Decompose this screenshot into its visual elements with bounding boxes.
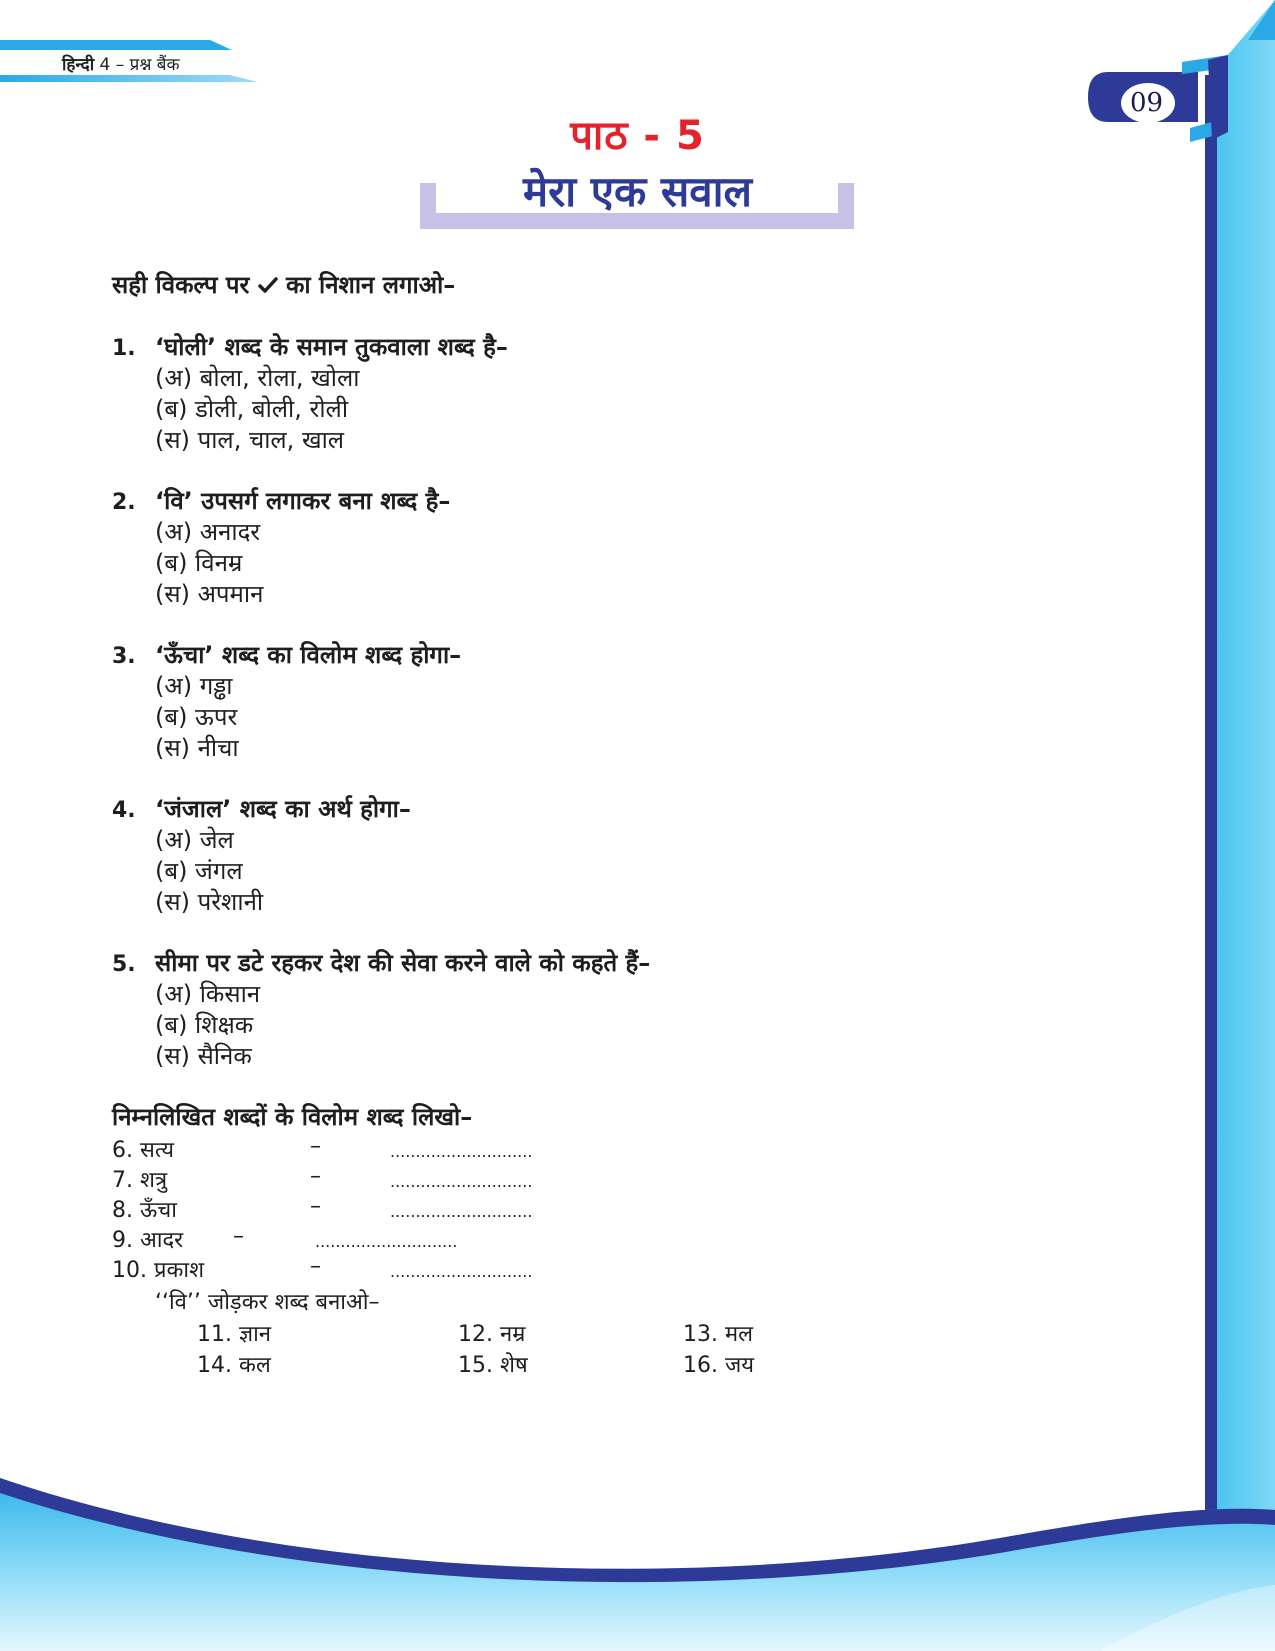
instruction-text-end: का निशान लगाओ– <box>285 271 456 299</box>
right-side-band <box>1205 0 1275 1651</box>
book-title: हिन्दी <box>62 55 95 75</box>
antonym-item-9-label: 9. आदर <box>112 1228 184 1253</box>
question-2-option-c[interactable]: (स) अपमान <box>155 580 264 608</box>
question-1-option-a[interactable]: (अ) बोला, रोला, खोला <box>155 364 360 392</box>
antonym-item-8-dash: – <box>310 1194 321 1219</box>
section-2-instruction: निम्नलिखित शब्दों के विलोम शब्द लिखो– <box>112 1103 473 1131</box>
question-1-text: ‘घोली’ शब्द के समान तुकवाला शब्द है– <box>155 333 508 361</box>
section-3-instruction: ‘‘वि’’ जोड़कर शब्द बनाओ– <box>155 1290 380 1315</box>
instruction-text-start: सही विकल्प पर <box>112 271 250 299</box>
book-part: 4 – प्रश्न बैंक <box>99 55 180 75</box>
question-3-option-b[interactable]: (ब) ऊपर <box>155 703 238 731</box>
word-item-15: 15. शेष <box>458 1353 528 1378</box>
antonym-item-9-dash: – <box>233 1224 244 1249</box>
antonym-item-7-blank[interactable]: ............................ <box>390 1172 533 1191</box>
antonym-item-6-label: 6. सत्य <box>112 1138 174 1163</box>
section-1-instruction <box>112 268 455 301</box>
lesson-title: पाठ - 5 <box>570 113 705 159</box>
question-4-option-c[interactable]: (स) परेशानी <box>155 888 264 916</box>
question-1-number: 1. <box>112 336 136 361</box>
antonym-item-10-blank[interactable]: ............................ <box>390 1262 533 1281</box>
word-item-12: 12. नम्र <box>458 1322 526 1347</box>
book-header <box>62 52 180 75</box>
question-3-option-a[interactable]: (अ) गड्ढा <box>155 672 233 700</box>
question-1-option-b[interactable]: (ब) डोली, बोली, रोली <box>155 395 349 423</box>
word-item-13: 13. मल <box>683 1322 754 1347</box>
antonym-item-6-dash: – <box>310 1134 321 1159</box>
antonym-item-7-label: 7. शत्रु <box>112 1168 168 1193</box>
question-2-option-a[interactable]: (अ) अनादर <box>155 518 261 546</box>
check-mark-icon <box>258 275 278 295</box>
question-1-option-c[interactable]: (स) पाल, चाल, खाल <box>155 426 345 454</box>
lesson-subtitle: मेरा एक सवाल <box>523 167 752 216</box>
word-item-14: 14. कल <box>197 1353 271 1378</box>
antonym-item-10-dash: – <box>310 1254 321 1279</box>
question-5-text: सीमा पर डटे रहकर देश की सेवा करने वाले को कहते हैं– <box>155 949 651 977</box>
antonym-item-9-blank[interactable]: ............................ <box>315 1232 458 1251</box>
antonym-item-7-dash: – <box>310 1164 321 1189</box>
word-item-16: 16. जय <box>683 1353 755 1378</box>
antonym-item-8-label: 8. ऊँचा <box>112 1198 177 1223</box>
page-number: 09 <box>1130 88 1164 118</box>
question-3-number: 3. <box>112 644 136 669</box>
word-item-11: 11. ज्ञान <box>197 1322 271 1347</box>
question-4-option-b[interactable]: (ब) जंगल <box>155 857 243 885</box>
bottom-wave <box>0 1478 1275 1651</box>
question-5-option-c[interactable]: (स) सैनिक <box>155 1042 252 1070</box>
question-2-text: ‘वि’ उपसर्ग लगाकर बना शब्द है– <box>155 487 451 515</box>
question-5-option-b[interactable]: (ब) शिक्षक <box>155 1011 254 1039</box>
antonym-item-8-blank[interactable]: ............................ <box>390 1202 533 1221</box>
question-5-number: 5. <box>112 952 136 977</box>
antonym-item-6-blank[interactable]: ............................ <box>390 1142 533 1161</box>
antonym-item-10-label: 10. प्रकाश <box>112 1258 205 1283</box>
question-5-option-a[interactable]: (अ) किसान <box>155 980 261 1008</box>
question-3-text: ‘ऊँचा’ शब्द का विलोम शब्द होगा– <box>155 641 462 669</box>
question-4-number: 4. <box>112 798 136 823</box>
question-3-option-c[interactable]: (स) नीचा <box>155 734 239 762</box>
question-2-option-b[interactable]: (ब) विनम्र <box>155 549 243 577</box>
question-2-number: 2. <box>112 490 136 515</box>
question-4-option-a[interactable]: (अ) जेल <box>155 826 234 854</box>
question-4-text: ‘जंजाल’ शब्द का अर्थ होगा– <box>155 795 411 823</box>
